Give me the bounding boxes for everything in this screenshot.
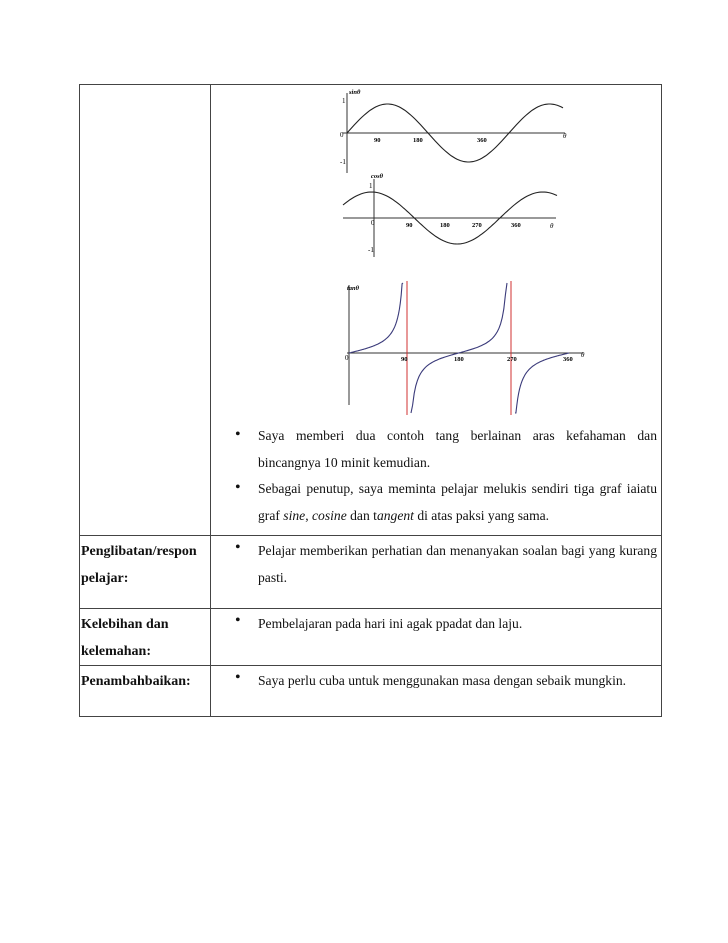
table-row xyxy=(80,85,662,536)
tangent-tick-360: 360 xyxy=(563,356,573,363)
cosine-ymin-label: -1 xyxy=(368,246,374,254)
sine-ymax-label: 1 xyxy=(342,97,346,105)
sine-ymin-label: -1 xyxy=(340,158,346,166)
trig-graphs-svg xyxy=(211,85,663,423)
table-row xyxy=(80,609,662,666)
tangent-ylabel: tanθ xyxy=(347,285,360,292)
row3-label: Kelebihan dan kelemahan: xyxy=(81,617,169,659)
row4-label-cell xyxy=(80,666,211,717)
bullet2-cosine: cosine xyxy=(312,507,347,523)
table-row xyxy=(80,666,662,717)
row3-bullet: • Pembelajaran pada hari ini agak ppadat dan laju. xyxy=(211,609,661,638)
tangent-tick-180: 180 xyxy=(454,356,464,363)
cosine-graph xyxy=(343,173,557,257)
bullet2-tangent: angent xyxy=(376,507,414,523)
sine-tick-90: 90 xyxy=(374,137,381,144)
trig-graphs xyxy=(211,85,661,423)
tangent-graph xyxy=(345,281,585,415)
sine-axis-end: θ xyxy=(563,132,567,140)
cosine-ymax-label: 1 xyxy=(369,182,373,190)
cosine-origin-label: 0 xyxy=(371,219,375,227)
tangent-tick-90: 90 xyxy=(401,356,408,363)
row2-label: Penglibatan/respon pelajar: xyxy=(81,544,197,586)
row2-label-cell xyxy=(80,536,211,609)
row4-bullet: • Saya perlu cuba untuk menggunakan masa dengan sebaik mungkin. xyxy=(211,666,661,695)
cosine-ylabel: cosθ xyxy=(371,173,384,180)
tangent-curve xyxy=(349,283,569,413)
row4-content-cell xyxy=(211,666,662,717)
cosine-tick-270: 270 xyxy=(472,222,482,229)
cosine-tick-180: 180 xyxy=(440,222,450,229)
row1-content-cell xyxy=(211,85,662,536)
sine-tick-360: 360 xyxy=(477,137,487,144)
row4-label: Penambahbaikan: xyxy=(81,674,191,689)
tangent-axis-end: θ xyxy=(581,351,585,359)
tangent-tick-270: 270 xyxy=(507,356,517,363)
row2-bullet: • Pelajar memberikan perhatian dan menanyakan soalan bagi yang kurang pasti. xyxy=(211,536,661,591)
bullet2-text-post: di atas paksi yang sama. xyxy=(413,507,550,523)
row2-content-cell xyxy=(211,536,662,609)
sine-tick-180: 180 xyxy=(413,137,423,144)
bullet2-text-pre: Sebagai penutup, saya meminta pelajar melukis sendiri tiga graf iaiatu graf xyxy=(258,481,657,523)
row1-bullet-2 xyxy=(211,476,661,535)
cosine-axis-end: θ xyxy=(550,222,554,230)
reflection-table xyxy=(79,84,662,717)
bullet2-sep1: , xyxy=(305,507,312,523)
bullet2-sep2: dan t xyxy=(346,507,377,523)
bullet2-sine: sine xyxy=(283,507,306,523)
row1-bullet-1: • Saya memberi dua contoh tang berlainan aras kefahaman dan bincangnya 10 minit kemudian. xyxy=(211,423,661,476)
row1-label xyxy=(80,85,210,87)
cosine-tick-90: 90 xyxy=(406,222,413,229)
tangent-origin-label: 0 xyxy=(345,354,349,362)
table-row xyxy=(80,536,662,609)
sine-graph xyxy=(340,89,567,173)
row3-content-cell xyxy=(211,609,662,666)
row3-label-cell xyxy=(80,609,211,666)
row1-label-cell xyxy=(80,85,211,536)
cosine-tick-360: 360 xyxy=(511,222,521,229)
sine-ylabel: sinθ xyxy=(349,89,361,96)
sine-origin-label: 0 xyxy=(340,131,344,139)
